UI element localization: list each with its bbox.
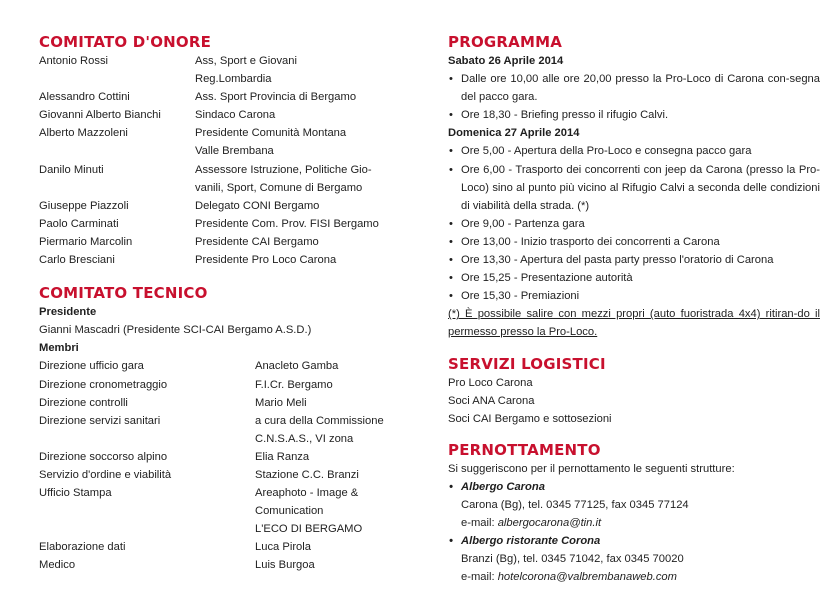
list-item: • Ore 9,00 - Partenza gara bbox=[448, 215, 820, 233]
table-row bbox=[39, 412, 419, 448]
list-item: • Ore 6,00 - Trasporto dei concorrenti con jeep da Carona (presso la Pro-Loco) sino al punto più vicino al Rifugio Calvi a seconda delle condizioni di viabilità della strada. (*) bbox=[448, 161, 820, 215]
role-value: F.I.Cr. Bergamo bbox=[255, 378, 333, 391]
pernottamento-heading: PERNOTTAMENTO bbox=[448, 440, 601, 459]
role-name: Direzione cronometraggio bbox=[39, 378, 168, 391]
role-name: Direzione servizi sanitari bbox=[39, 414, 161, 427]
role-value: Anacleto Gamba bbox=[255, 360, 339, 373]
comitato-tecnico-list bbox=[39, 357, 419, 574]
role-value: Luca Pirola bbox=[255, 541, 311, 554]
value-line: Comunication bbox=[255, 505, 324, 518]
day-label: Sabato 26 Aprile 2014 bbox=[448, 55, 564, 67]
role-line: Ass, Sport e Giovani bbox=[195, 55, 297, 67]
member-role: Sindaco Carona bbox=[195, 109, 276, 122]
role-name: Direzione soccorso alpino bbox=[39, 450, 168, 463]
role-name: Direzione controlli bbox=[39, 396, 128, 409]
table-row bbox=[39, 106, 419, 124]
presidente-name: Gianni Mascadri (Presidente SCI-CAI Bergamo A.S.D.) bbox=[39, 324, 312, 337]
presidente-label: Presidente bbox=[39, 306, 97, 319]
table-row bbox=[39, 233, 419, 251]
day-label: Domenica 27 Aprile 2014 bbox=[448, 127, 580, 140]
table-row bbox=[39, 161, 419, 197]
list-item: • Ore 13,30 - Apertura del pasta party presso l'oratorio di Carona bbox=[448, 251, 820, 269]
list-item: • Ore 15,30 - Premiazioni bbox=[448, 287, 820, 305]
programma-heading: PROGRAMMA bbox=[448, 33, 563, 51]
role-value bbox=[255, 484, 419, 538]
role-value bbox=[255, 412, 419, 448]
role-name: Direzione ufficio gara bbox=[39, 360, 144, 373]
table-row bbox=[39, 376, 419, 394]
member-role bbox=[195, 161, 419, 197]
member-name: Piermario Marcolin bbox=[39, 235, 133, 248]
member-role: Presidente Com. Prov. FISI Bergamo bbox=[195, 217, 379, 230]
list-item: Soci ANA Carona bbox=[448, 394, 535, 407]
table-row bbox=[39, 357, 419, 375]
role-line: Valle Brembana bbox=[195, 145, 274, 158]
hotel-address: Carona (Bg), tel. 0345 77125, fax 0345 77124 bbox=[461, 498, 689, 511]
comitato-onore-list bbox=[39, 52, 419, 269]
comitato-onore-heading: COMITATO D'ONORE bbox=[39, 33, 212, 51]
role-name: Elaborazione dati bbox=[39, 541, 126, 554]
servizi-logistici-heading: SERVIZI LOGISTICI bbox=[448, 354, 606, 373]
member-name: Alessandro Cottini bbox=[39, 91, 130, 104]
member-role bbox=[195, 52, 419, 88]
role-line: Reg.Lombardia bbox=[195, 73, 272, 86]
role-line: Presidente Comunità Montana bbox=[195, 127, 347, 140]
member-name: Danilo Minuti bbox=[39, 163, 104, 176]
member-name: Paolo Carminati bbox=[39, 217, 119, 230]
table-row bbox=[39, 466, 419, 484]
table-row bbox=[39, 251, 419, 269]
email-label: e-mail: bbox=[461, 517, 498, 530]
table-row bbox=[39, 215, 419, 233]
left-column bbox=[39, 32, 419, 575]
hotel-email[interactable]: hotelcorona@valbrembanaweb.com bbox=[497, 571, 677, 584]
role-line: vanili, Sport, Comune di Bergamo bbox=[195, 181, 363, 194]
hotel-email-line bbox=[448, 514, 820, 532]
member-role bbox=[195, 124, 419, 160]
value-line: a cura della Commissione bbox=[255, 414, 384, 427]
table-row bbox=[39, 484, 419, 538]
comitato-tecnico-heading: COMITATO TECNICO bbox=[39, 284, 208, 303]
member-role: Presidente Pro Loco Carona bbox=[195, 254, 337, 267]
pernottamento-intro: Si suggeriscono per il pernottamento le seguenti strutture: bbox=[448, 462, 735, 475]
role-value: Luis Burgoa bbox=[255, 559, 315, 572]
role-value: Stazione C.C. Branzi bbox=[255, 468, 359, 481]
role-name: Servizio d'ordine e viabilità bbox=[39, 468, 172, 481]
list-item: Soci CAI Bergamo e sottosezioni bbox=[448, 412, 612, 425]
list-item: • Ore 18,30 - Briefing presso il rifugio Calvi. bbox=[448, 106, 820, 124]
member-name: Antonio Rossi bbox=[39, 55, 109, 67]
member-role: Delegato CONI Bergamo bbox=[195, 199, 320, 212]
table-row bbox=[39, 88, 419, 106]
table-row bbox=[39, 197, 419, 215]
value-line: L'ECO DI BERGAMO bbox=[255, 523, 363, 536]
member-name: Giuseppe Piazzoli bbox=[39, 199, 129, 212]
programma-note: (*) È possibile salire con mezzi propri (auto fuoristrada 4x4) ritiran-do il permesso presso la Pro-Loco. bbox=[448, 308, 820, 339]
hotel-email[interactable]: albergocarona@tin.it bbox=[497, 517, 602, 530]
membri-label: Membri bbox=[39, 342, 79, 355]
role-line: Assessore Istruzione, Politiche Gio- bbox=[195, 163, 372, 176]
role-name: Ufficio Stampa bbox=[39, 487, 112, 500]
table-row bbox=[39, 124, 419, 160]
list-item: • Ore 13,00 - Inizio trasporto dei concorrenti a Carona bbox=[448, 233, 820, 251]
hotel-email-line bbox=[448, 568, 820, 586]
table-row bbox=[39, 394, 419, 412]
hotel-name: • Albergo ristorante Corona bbox=[448, 532, 820, 550]
table-row bbox=[39, 52, 419, 88]
value-line: Areaphoto - Image & bbox=[255, 487, 359, 500]
hotel-name: • Albergo Carona bbox=[448, 478, 820, 496]
role-name: Medico bbox=[39, 559, 76, 572]
value-line: C.N.S.A.S., VI zona bbox=[255, 432, 354, 445]
member-name: Giovanni Alberto Bianchi bbox=[39, 109, 161, 122]
email-label: e-mail: bbox=[461, 571, 498, 584]
member-role: Ass. Sport Provincia di Bergamo bbox=[195, 91, 357, 104]
role-value: Mario Meli bbox=[255, 396, 307, 409]
member-name: Carlo Bresciani bbox=[39, 254, 115, 267]
hotel-address: Branzi (Bg), tel. 0345 71042, fax 0345 70020 bbox=[461, 553, 684, 566]
list-item: Pro Loco Carona bbox=[448, 376, 533, 389]
list-item: • Ore 15,25 - Presentazione autorità bbox=[448, 269, 820, 287]
member-role: Presidente CAI Bergamo bbox=[195, 235, 319, 248]
role-value: Elia Ranza bbox=[255, 450, 310, 463]
right-column bbox=[448, 32, 820, 586]
table-row bbox=[39, 556, 419, 574]
list-item: • Ore 5,00 - Apertura della Pro-Loco e consegna pacco gara bbox=[448, 142, 820, 160]
list-item: • Dalle ore 10,00 alle ore 20,00 presso la Pro-Loco di Carona con-segna del pacco gara. bbox=[448, 70, 820, 106]
table-row bbox=[39, 448, 419, 466]
member-name: Alberto Mazzoleni bbox=[39, 127, 128, 140]
table-row bbox=[39, 538, 419, 556]
